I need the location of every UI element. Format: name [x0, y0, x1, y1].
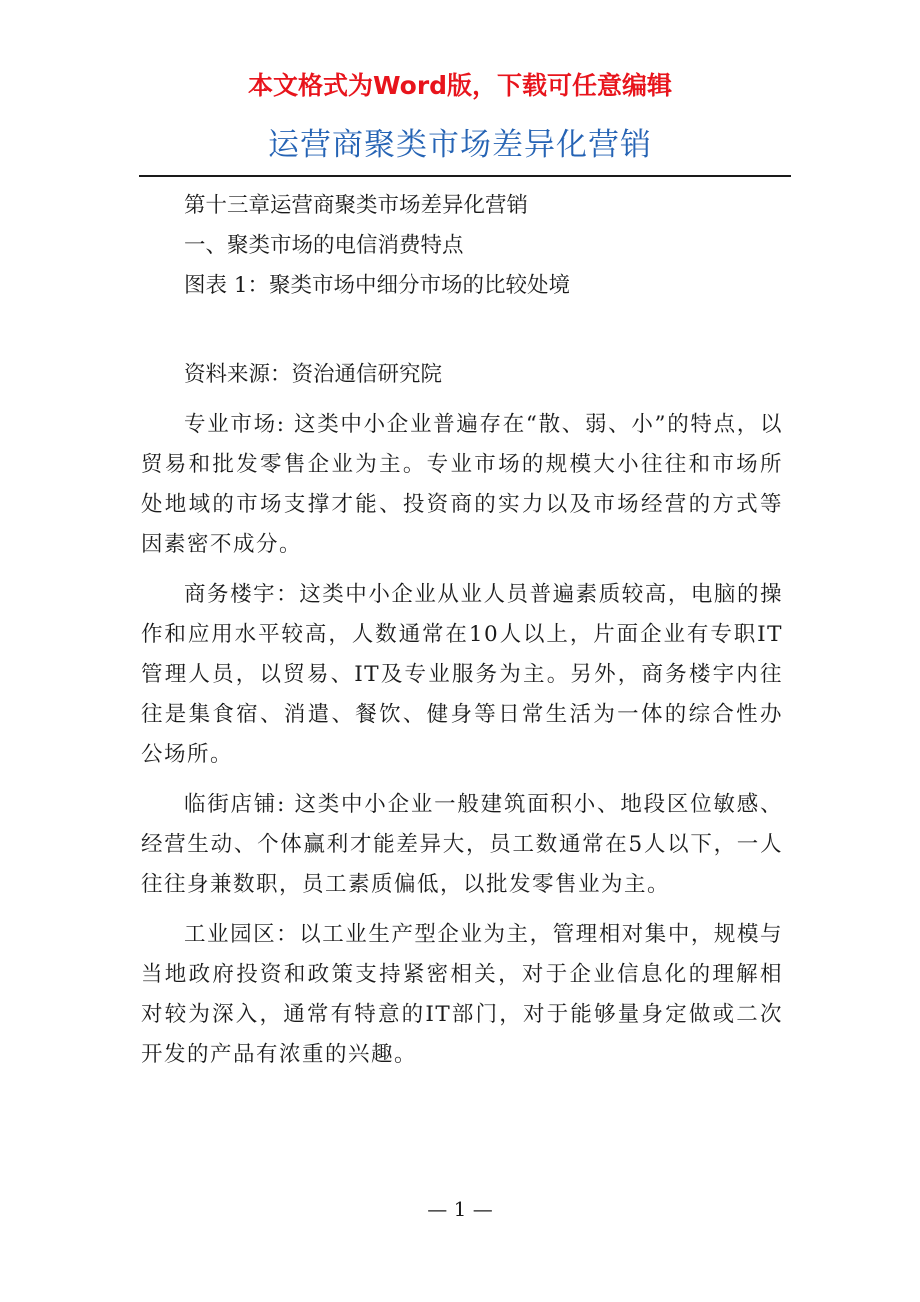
source-note: 资料来源：资治通信研究院 [184, 362, 443, 387]
title-divider [139, 175, 791, 177]
download-banner: 本文格式为Word版，下载可任意编辑 [247, 71, 673, 100]
document-title: 运营商聚类市场差异化营销 [268, 127, 652, 163]
paragraph-office-buildings: 商务楼宇：这类中小企业从业人员普遍素质较高，电脑的操作和应用水平较高，人数通常在10人以上，片面企业有专职IT管理人员，以贸易、IT及专业服务为主。另外，商务楼宇内往往是集食宿、消遣、餐饮、健身等日常生活为一体的综合性办公场所。 [141, 582, 783, 767]
figure-placeholder [141, 306, 783, 355]
paragraph-street-shops: 临街店铺: 这类中小企业一般建筑面积小、地段区位敏感、经营生动、个体赢利才能差异大，员工数通常在5人以下，一人往往身兼数职，员工素质偏低，以批发零售业为主。 [141, 792, 783, 897]
paragraph-industrial-parks: 工业园区：以工业生产型企业为主，管理相对集中，规模与当地政府投资和政策支持紧密相关，对于企业信息化的理解相对较为深入，通常有特意的IT部门，对于能够量身定做或二次开发的产品有浓重的兴趣。 [141, 922, 783, 1067]
section-heading: 一、聚类市场的电信消费特点 [184, 233, 464, 258]
figure-caption: 图表 1：聚类市场中细分市场的比较处境 [184, 273, 571, 298]
document-body [141, 186, 783, 1085]
page-number: — 1 — [427, 1197, 493, 1221]
chapter-heading: 第十三章运营商聚类市场差异化营销 [184, 193, 529, 218]
paragraph-professional-market: 专业市场: 这类中小企业普遍存在“散、弱、小”的特点，以贸易和批发零售企业为主。专业市场的规模大小往往和市场所处地域的市场支撑才能、投资商的实力以及市场经营的方式等因素密不成分。 [141, 412, 783, 557]
